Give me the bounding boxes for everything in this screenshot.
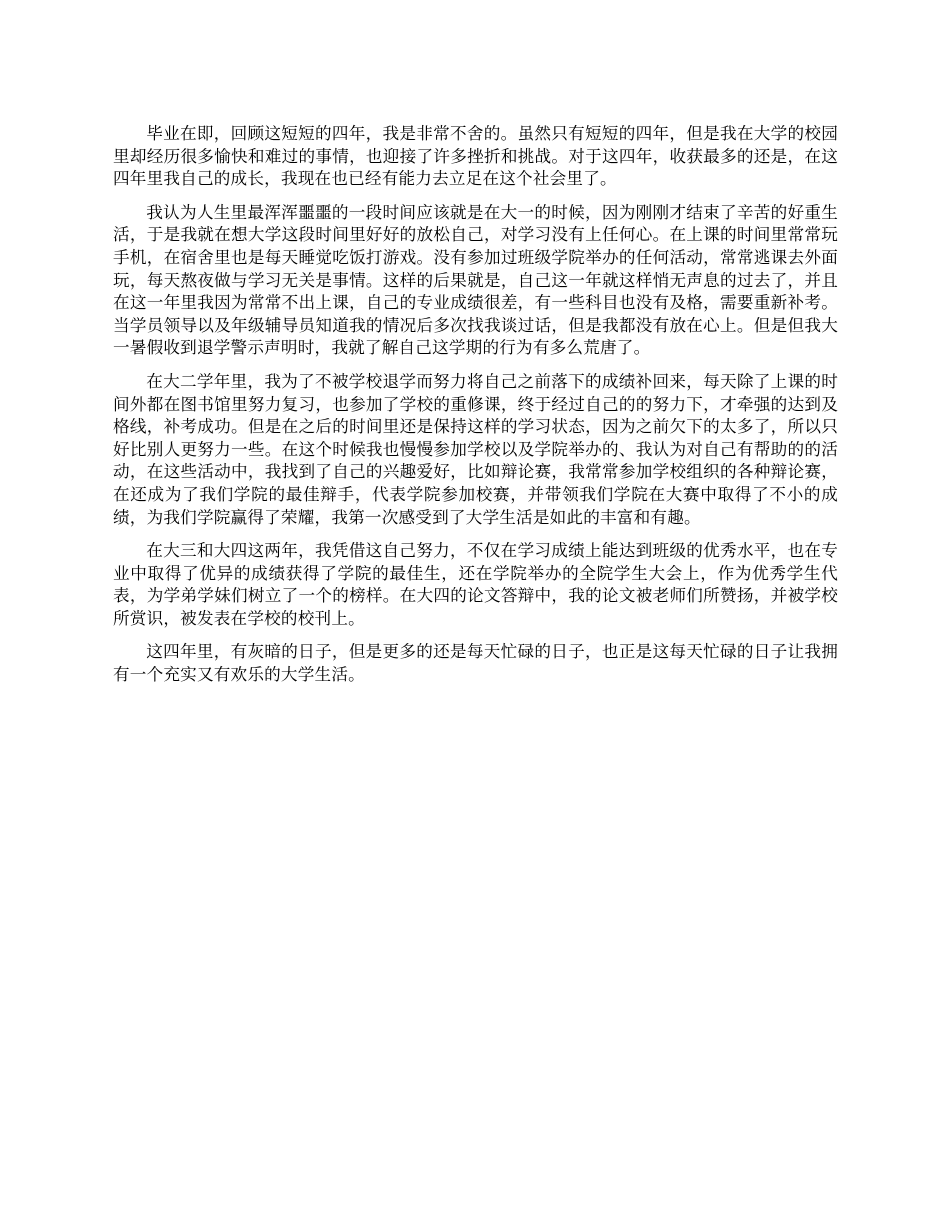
paragraph-1: 毕业在即，回顾这短短的四年，我是非常不舍的。虽然只有短短的四年，但是我在大学的校园里却经历很多愉快和难过的事情，也迎接了许多挫折和挑战。对于这四年，收获最多的还是，在这四年里我自己的成长，我现在也已经有能力去立足在这个社会里了。 [113, 124, 838, 189]
paragraph-3: 在大二学年里，我为了不被学校退学而努力将自己之前落下的成绩补回来，每天除了上课的时间外都在图书馆里努力复习，也参加了学校的重修课，终于经过自己的的努力下，才牵强的达到及格线，补考成功。但是在之后的时间里还是保持这样的学习状态，因为之前欠下的太多了，所以只好比别人更努力一些。在这个时候我也慢慢参加学校以及学院举办的、我认为对自己有帮助的的活动，在这些活动中，我找到了自己的兴趣爱好，比如辩论赛，我常常参加学校组织的各种辩论赛，在还成为了我们学院的最佳辩手，代表学院参加校赛，并带领我们学院在大赛中取得了不小的成绩，为我们学院赢得了荣耀，我第一次感受到了大学生活是如此的丰富和有趣。 [113, 371, 838, 527]
paragraph-2: 我认为人生里最浑浑噩噩的一段时间应该就是在大一的时候，因为刚刚才结束了辛苦的好重生活，于是我就在想大学这段时间里好好的放松自己，对学习没有上任何心。在上课的时间里常常玩手机，在宿舍里也是每天睡觉吃饭打游戏。没有参加过班级学院举办的任何活动，常常逃课去外面玩，每天熬夜做与学习无关是事情。这样的后果就是，自己这一年就这样悄无声息的过去了，并且在这一年里我因为常常不出上课，自己的专业成绩很差，有一些科目也没有及格，需要重新补考。当学员领导以及年级辅导员知道我的情况后多次找我谈过话，但是我都没有放在心上。但是但我大一暑假收到退学警示声明时，我就了解自己这学期的行为有多么荒唐了。 [113, 202, 838, 358]
paragraph-4: 在大三和大四这两年，我凭借这自己努力，不仅在学习成绩上能达到班级的优秀水平，也在专业中取得了优异的成绩获得了学院的最佳生，还在学院举办的全院学生大会上，作为优秀学生代表，为学弟学妹们树立了一个的榜样。在大四的论文答辩中，我的论文被老师们所赞扬，并被学校所赏识，被发表在学校的校刊上。 [113, 541, 838, 628]
document-page [113, 123, 838, 698]
paragraph-5: 这四年里，有灰暗的日子，但是更多的还是每天忙碌的日子，也正是这每天忙碌的日子让我拥有一个充实又有欢乐的大学生活。 [113, 642, 838, 685]
